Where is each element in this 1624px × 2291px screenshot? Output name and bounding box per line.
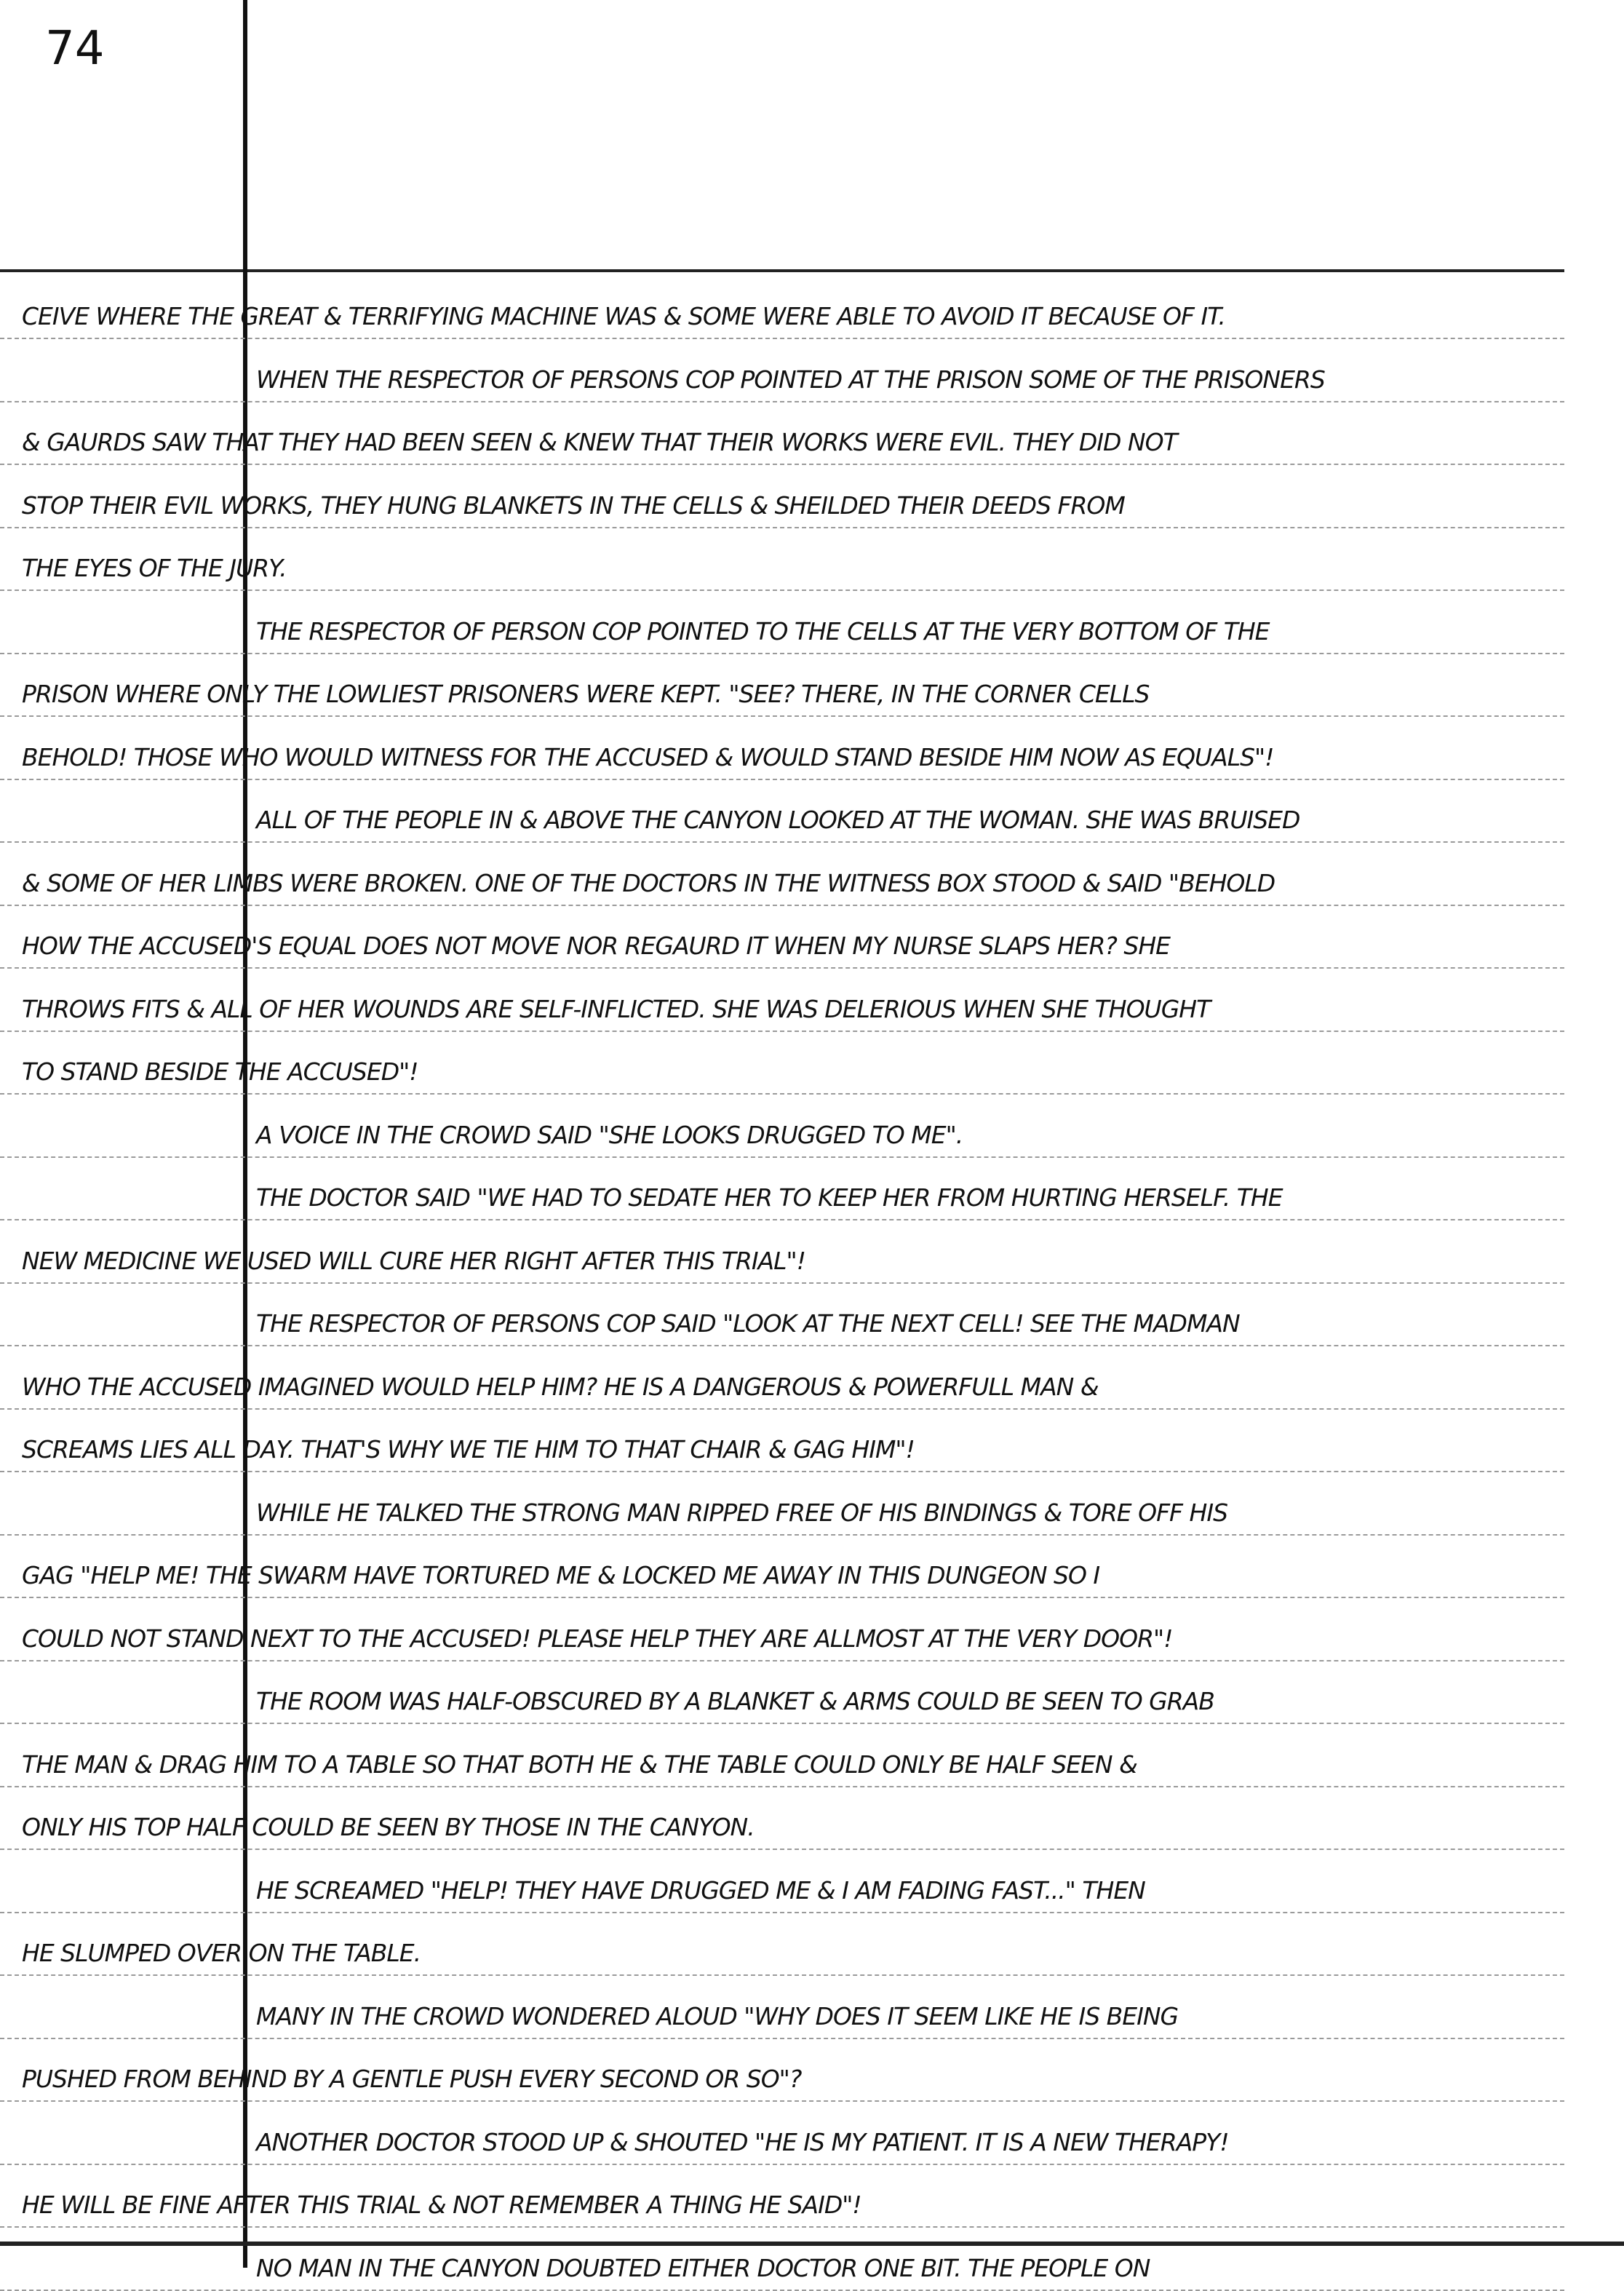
line-text: COULD NOT STAND NEXT TO THE ACCUSED! PLEASE HELP THEY ARE ALLMOST AT THE VERY DOOR"!	[22, 1624, 1173, 1653]
text-line	[0, 1215, 1564, 1284]
line-text: HE SCREAMED "HELP! THEY HAVE DRUGGED ME & I AM FADING FAST..." THEN	[256, 1875, 1145, 1905]
text-line	[0, 334, 1564, 402]
text-line	[0, 1593, 1564, 1661]
text-line	[0, 1341, 1564, 1410]
line-text: CEIVE WHERE THE GREAT & TERRIFYING MACHINE WAS & SOME WERE ABLE TO AVOID IT BECAUSE OF IT.	[22, 302, 1225, 330]
text-line	[0, 2159, 1564, 2228]
line-text: & SOME OF HER LIMBS WERE BROKEN. ONE OF THE DOCTORS IN THE WITNESS BOX STOOD & SAID "BEHOLD	[22, 868, 1275, 897]
text-line	[0, 900, 1564, 969]
text-line	[0, 523, 1564, 591]
line-text: & GAURDS SAW THAT THEY HAD BEEN SEEN & KNEW THAT THEIR WORKS WERE EVIL. THEY DID NOT	[22, 428, 1177, 456]
line-text: THROWS FITS & ALL OF HER WOUNDS ARE SELF-INFLICTED. SHE WAS DELERIOUS WHEN SHE THOUGHT	[22, 994, 1211, 1023]
line-text: THE DOCTOR SAID "WE HAD TO SEDATE HER TO KEEP HER FROM HURTING HERSELF. THE	[256, 1183, 1283, 1212]
text-line	[0, 1907, 1564, 1976]
line-text: WHILE HE TALKED THE STRONG MAN RIPPED FREE OF HIS BINDINGS & TORE OFF HIS	[256, 1498, 1228, 1527]
text-line	[0, 1845, 1564, 1913]
text-line	[0, 460, 1564, 528]
line-text: NEW MEDICINE WE USED WILL CURE HER RIGHT AFTER THIS TRIAL"!	[22, 1246, 805, 1275]
text-line	[0, 1278, 1564, 1346]
line-text: WHEN THE RESPECTOR OF PERSONS COP POINTED AT THE PRISON SOME OF THE PRISONERS	[256, 365, 1325, 394]
line-text: THE ROOM WAS HALF-OBSCURED BY A BLANKET & ARMS COULD BE SEEN TO GRAB	[256, 1687, 1214, 1715]
text-line	[0, 712, 1564, 780]
text-line	[0, 1467, 1564, 1536]
line-text: GAG "HELP ME! THE SWARM HAVE TORTURED ME & LOCKED ME AWAY IN THIS DUNGEON SO I	[22, 1561, 1100, 1589]
line-text: HE SLUMPED OVER ON THE TABLE.	[22, 1939, 421, 1967]
line-text: HOW THE ACCUSED'S EQUAL DOES NOT MOVE NOR REGAURD IT WHEN MY NURSE SLAPS HER? SHE	[22, 932, 1170, 960]
text-line	[0, 1782, 1564, 1850]
line-text: THE MAN & DRAG HIM TO A TABLE SO THAT BOTH HE & THE TABLE COULD ONLY BE HALF SEEN &	[22, 1750, 1137, 1779]
line-text: PUSHED FROM BEHIND BY A GENTLE PUSH EVERY SECOND OR SO"?	[22, 2065, 802, 2093]
text-line	[0, 1026, 1564, 1095]
text-line	[0, 1530, 1564, 1598]
page-number: 74	[45, 22, 105, 76]
text-line	[0, 1656, 1564, 1724]
line-text: ANOTHER DOCTOR STOOD UP & SHOUTED "HE IS MY PATIENT. IT IS A NEW THERAPY!	[256, 2127, 1229, 2156]
text-line	[0, 586, 1564, 654]
line-text: ALL OF THE PEOPLE IN & ABOVE THE CANYON LOOKED AT THE WOMAN. SHE WAS BRUISED	[256, 806, 1300, 834]
line-text: THE EYES OF THE JURY.	[22, 554, 287, 582]
text-line	[0, 2223, 1564, 2291]
text-line	[0, 1089, 1564, 1158]
line-text: THE RESPECTOR OF PERSON COP POINTED TO THE CELLS AT THE VERY BOTTOM OF THE	[256, 616, 1270, 646]
text-line	[0, 648, 1564, 717]
line-text: THE RESPECTOR OF PERSONS COP SAID "LOOK AT THE NEXT CELL! SEE THE MADMAN	[256, 1309, 1240, 1338]
line-text: WHO THE ACCUSED IMAGINED WOULD HELP HIM? HE IS A DANGEROUS & POWERFULL MAN &	[22, 1372, 1099, 1401]
text-line	[0, 1404, 1564, 1472]
line-text: NO MAN IN THE CANYON DOUBTED EITHER DOCTOR ONE BIT. THE PEOPLE ON	[256, 2253, 1150, 2282]
line-text: MANY IN THE CROWD WONDERED ALOUD "WHY DOES IT SEEM LIKE HE IS BEING	[256, 2001, 1179, 2030]
line-text: HE WILL BE FINE AFTER THIS TRIAL & NOT REMEMBER A THING HE SAID"!	[22, 2191, 861, 2219]
line-text: TO STAND BESIDE THE ACCUSED"!	[22, 1057, 418, 1086]
text-line	[0, 964, 1564, 1032]
line-text: ONLY HIS TOP HALF COULD BE SEEN BY THOSE IN THE CANYON.	[22, 1813, 755, 1841]
line-text: SCREAMS LIES ALL DAY. THAT'S WHY WE TIE HIM TO THAT CHAIR & GAG HIM"!	[22, 1435, 915, 1464]
text-line	[0, 1152, 1564, 1220]
line-text: PRISON WHERE ONLY THE LOWLIEST PRISONERS WERE KEPT. "SEE? THERE, IN THE CORNER CELLS	[22, 680, 1150, 708]
text-line	[0, 2033, 1564, 2102]
text-line	[0, 397, 1564, 465]
line-text: A VOICE IN THE CROWD SAID "SHE LOOKS DRUGGED TO ME".	[256, 1120, 963, 1149]
line-text: BEHOLD! THOSE WHO WOULD WITNESS FOR THE ACCUSED & WOULD STAND BESIDE HIM NOW AS EQUALS"!	[22, 742, 1274, 771]
line-text: STOP THEIR EVIL WORKS, THEY HUNG BLANKETS IN THE CELLS & SHEILDED THEIR DEEDS FROM	[22, 491, 1125, 520]
text-line	[0, 1971, 1564, 2039]
text-line	[0, 838, 1564, 906]
text-line	[0, 2097, 1564, 2165]
text-line	[0, 271, 1564, 339]
text-line	[0, 1719, 1564, 1787]
text-line	[0, 774, 1564, 843]
bottom-rule	[0, 2242, 1624, 2246]
